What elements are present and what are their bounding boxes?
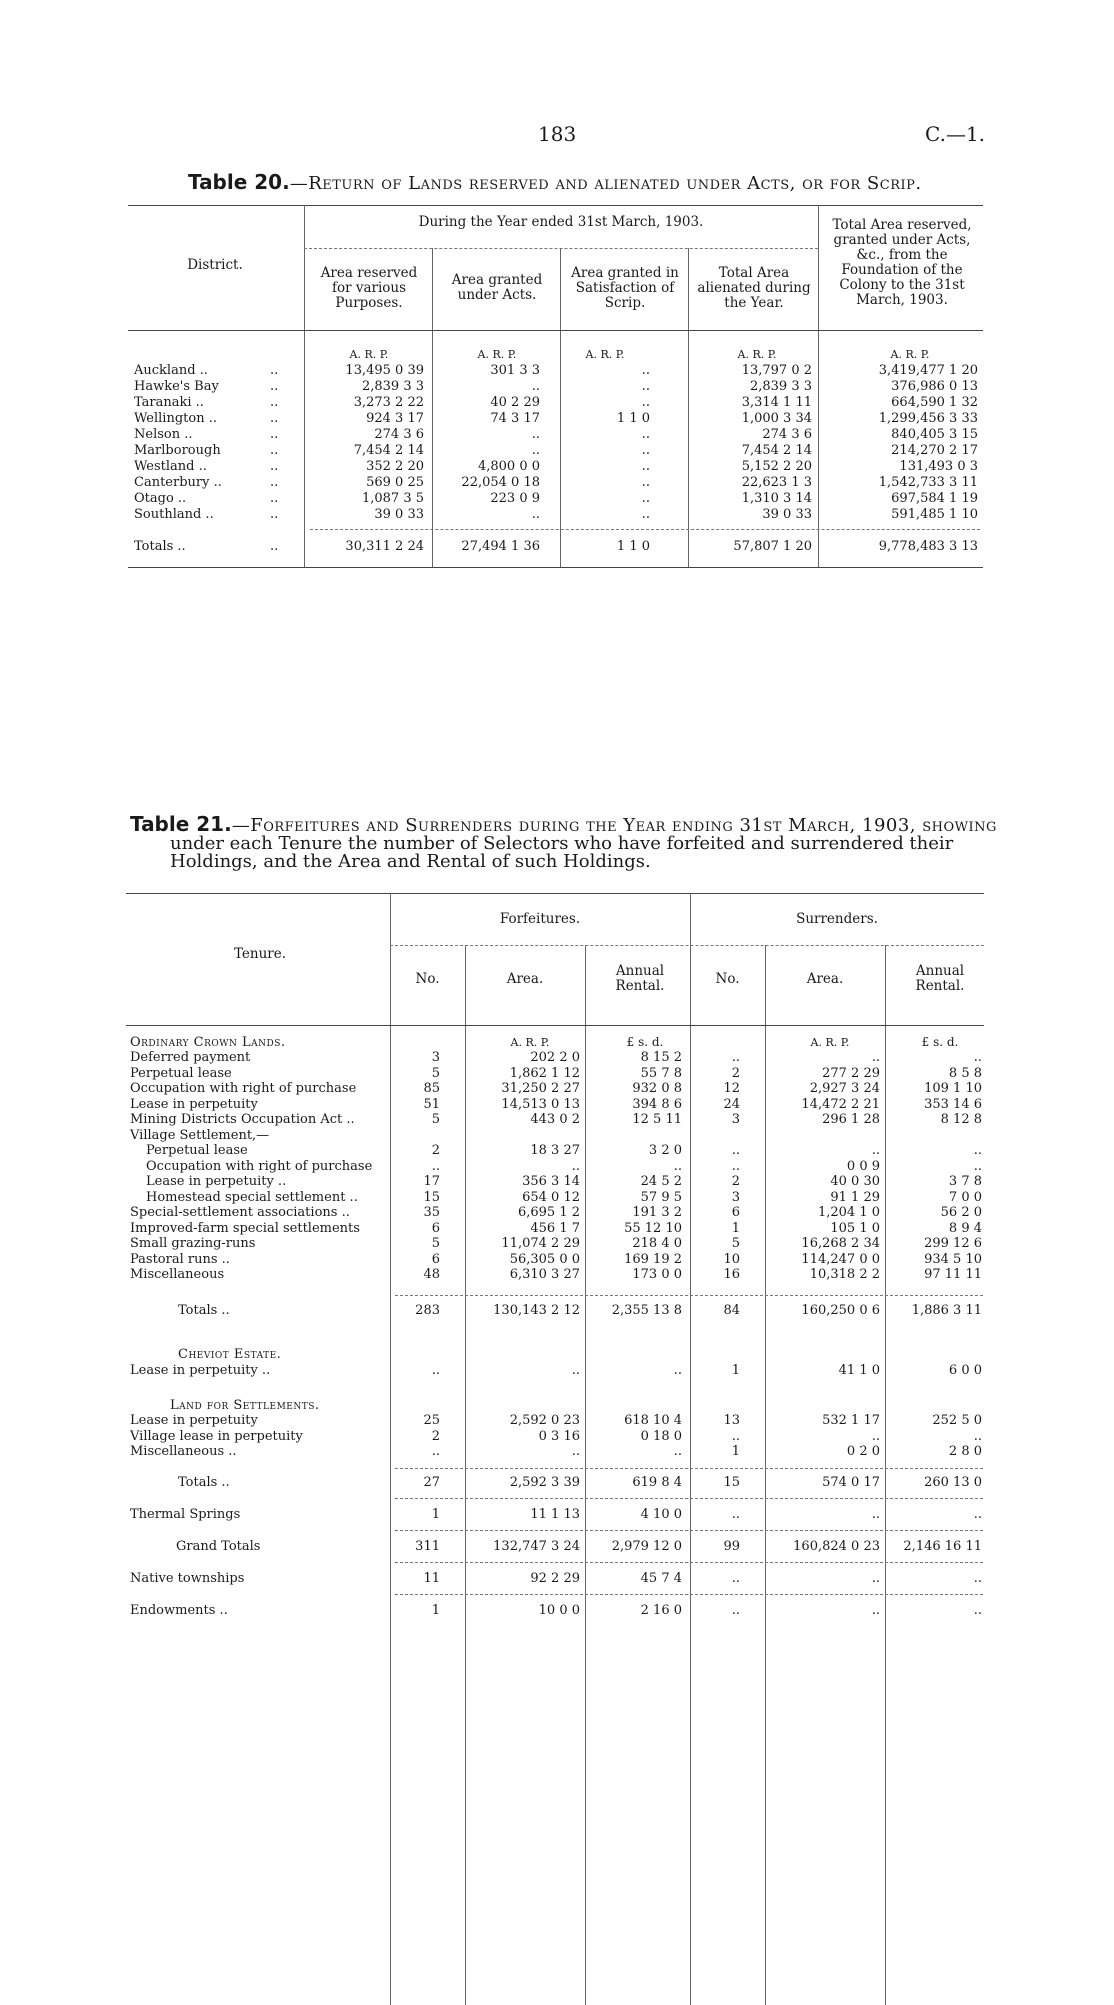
t21-row-10-tenure: Special-settlement associations .. xyxy=(130,1205,350,1220)
t20-header-reserved: Area reserved for various Purposes. xyxy=(320,265,418,311)
t21-settlement-1-f_no: 2 xyxy=(431,1428,440,1444)
t21-endowments-f_rent: 2 16 0 xyxy=(640,1603,682,1618)
t21-row-8-f_no: 17 xyxy=(423,1174,440,1189)
t20-row-2-reserved: 3,273 2 22 xyxy=(353,395,424,410)
t20-row-2-leader: .. xyxy=(270,395,279,410)
t20-header-district: District. xyxy=(187,257,243,273)
t20-row-4-reserved: 274 3 6 xyxy=(374,427,424,442)
t21-row-0-s_area: .. xyxy=(871,1050,880,1065)
table21-label: Table 21. xyxy=(130,812,232,836)
t20-row-3-alienated: 1,000 3 34 xyxy=(741,411,812,426)
t20-totals-alienated: 57,807 1 20 xyxy=(733,539,812,554)
t21-totals2-s_rent: 260 13 0 xyxy=(924,1475,982,1490)
table20-caption: —Return of Lands reserved and alienated under Acts, or for Scrip. xyxy=(289,173,922,194)
t21-row-2-tenure: Occupation with right of purchase xyxy=(130,1081,357,1096)
t21-row-3-s_area: 14,472 2 21 xyxy=(801,1096,880,1112)
t21-header-f-no: No. xyxy=(415,971,440,987)
t20-row-0-granted: 301 3 3 xyxy=(490,363,540,378)
t21-thermal-s_rent: .. xyxy=(973,1507,982,1522)
t21-row-8-tenure: Lease in perpetuity .. xyxy=(146,1174,287,1189)
t21-totals1-s_no: 84 xyxy=(723,1303,740,1318)
t21-row-9-s_rent: 7 0 0 xyxy=(948,1189,982,1205)
t21-row-4-f_area: 443 0 2 xyxy=(530,1112,580,1127)
t20-row-7-leader: .. xyxy=(270,475,279,490)
t21-totals2-s_no: 15 xyxy=(723,1475,740,1490)
t21-thermal-f_area: 11 1 13 xyxy=(530,1507,580,1522)
t20-row-3-leader: .. xyxy=(270,411,279,426)
t21-header-s-rental: Annual Rental. xyxy=(915,963,965,994)
t21-settlement-1-s_rent: .. xyxy=(973,1428,982,1444)
t20-row-7-granted: 22,054 0 18 xyxy=(461,475,540,490)
t21-thermal-f_rent: 4 10 0 xyxy=(640,1507,682,1522)
t20-row-6-district: Westland .. xyxy=(134,459,207,474)
t21-row-12-s_no: 5 xyxy=(731,1236,740,1251)
t20-header-total: Total Area reserved, granted under Acts, &c., from the Foundation of the Colony to the 31st March, 1903. xyxy=(832,217,972,308)
t21-thermal-tenure: Thermal Springs xyxy=(130,1507,241,1522)
t21-totals1-f_no: 283 xyxy=(415,1303,440,1318)
t21-endowments-s_no: .. xyxy=(731,1603,740,1618)
t21-row-6-f_rent: 3 2 0 xyxy=(648,1143,682,1158)
t20-row-6-scrip: .. xyxy=(641,459,650,474)
t21-row-2-f_rent: 932 0 8 xyxy=(632,1081,682,1096)
row-separator xyxy=(395,1594,983,1595)
t21-row-6-f_area: 18 3 27 xyxy=(530,1143,580,1158)
table20-title xyxy=(188,170,922,194)
t21-totals1-tenure: Totals .. xyxy=(178,1303,230,1318)
t21-settlement-0-s_area: 532 1 17 xyxy=(822,1413,880,1428)
t21-totals2-f_no: 27 xyxy=(423,1475,440,1490)
t21-row-9-s_no: 3 xyxy=(731,1189,740,1205)
t21-row-7-f_rent: .. xyxy=(673,1158,682,1174)
t20-row-9-reserved: 39 0 33 xyxy=(374,507,424,522)
t21-row-7-tenure: Occupation with right of purchase xyxy=(146,1158,373,1174)
t21-settlement-0-tenure: Lease in perpetuity xyxy=(130,1413,258,1428)
t20-row-9-alienated: 39 0 33 xyxy=(762,507,812,522)
t21-header-tenure: Tenure. xyxy=(233,946,287,962)
t21-settlement-2-s_rent: 2 8 0 xyxy=(948,1444,982,1459)
t21-settlement-2-f_no: .. xyxy=(431,1444,440,1459)
t20-row-7-scrip: .. xyxy=(641,475,650,490)
t21-row-11-s_rent: 8 9 4 xyxy=(948,1220,982,1236)
t21-grand-tenure: Grand Totals xyxy=(176,1539,261,1554)
t21-cheviot-tenure: Lease in perpetuity .. xyxy=(130,1363,271,1378)
t21-row-13-f_no: 6 xyxy=(431,1251,440,1267)
t21-row-4-s_area: 296 1 28 xyxy=(822,1112,880,1127)
t21-grand-s_area: 160,824 0 23 xyxy=(793,1539,880,1554)
t21-row-3-f_no: 51 xyxy=(423,1096,440,1112)
t20-row-3-reserved: 924 3 17 xyxy=(366,411,424,426)
t21-row-9-f_rent: 57 9 5 xyxy=(640,1189,682,1205)
t20-row-4-granted: .. xyxy=(531,427,540,442)
t20-row-9-granted: .. xyxy=(531,507,540,522)
t21-header-s-area: Area. xyxy=(806,971,844,987)
t21-grand-f_area: 132,747 3 24 xyxy=(493,1539,580,1554)
t21-native-s_no: .. xyxy=(731,1571,740,1586)
t21-section-ordinary: Ordinary Crown Lands. xyxy=(130,1035,286,1050)
t20-row-2-alienated: 3,314 1 11 xyxy=(741,395,812,410)
t21-totals1-s_rent: 1,886 3 11 xyxy=(911,1303,982,1318)
t20-row-2-district: Taranaki .. xyxy=(134,395,204,410)
t21-grand-f_no: 311 xyxy=(415,1539,440,1554)
t20-totals-reserved: 30,311 2 24 xyxy=(345,539,424,554)
t21-grand-s_rent: 2,146 16 11 xyxy=(903,1539,982,1554)
t20-row-9-total: 591,485 1 10 xyxy=(891,507,978,522)
row-separator xyxy=(395,1295,983,1296)
t21-row-3-s_no: 24 xyxy=(723,1096,740,1112)
t21-row-3-s_rent: 353 14 6 xyxy=(924,1096,982,1112)
t21-row-10-s_rent: 56 2 0 xyxy=(940,1205,982,1220)
t21-row-13-s_no: 10 xyxy=(723,1251,740,1267)
t21-settlement-1-s_no: .. xyxy=(731,1428,740,1444)
t21-row-6-tenure: Perpetual lease xyxy=(146,1143,248,1158)
t21-row-13-f_area: 56,305 0 0 xyxy=(509,1251,580,1267)
t21-thermal-f_no: 1 xyxy=(431,1507,440,1522)
t20-row-5-reserved: 7,454 2 14 xyxy=(353,443,424,458)
t21-row-12-f_area: 11,074 2 29 xyxy=(501,1236,580,1251)
t21-row-9-s_area: 91 1 29 xyxy=(830,1189,880,1205)
t21-row-9-tenure: Homestead special settlement .. xyxy=(146,1189,358,1205)
t21-row-1-tenure: Perpetual lease xyxy=(130,1065,232,1081)
t21-units-area: A. R. P. xyxy=(810,1036,850,1049)
t20-totals-leader: .. xyxy=(270,539,279,554)
t20-row-1-scrip: .. xyxy=(641,379,650,394)
t21-row-0-s_rent: .. xyxy=(973,1050,982,1065)
t21-units-money: £ s. d. xyxy=(626,1035,664,1049)
t20-units: A. R. P. xyxy=(477,348,517,361)
t21-row-3-f_rent: 394 8 6 xyxy=(632,1096,682,1112)
t21-native-s_area: .. xyxy=(871,1571,880,1586)
t21-row-0-tenure: Deferred payment xyxy=(130,1050,251,1065)
t21-row-3-f_area: 14,513 0 13 xyxy=(501,1096,580,1112)
t20-row-8-alienated: 1,310 3 14 xyxy=(741,491,812,506)
t20-units: A. R. P. xyxy=(349,348,389,361)
t21-row-0-f_rent: 8 15 2 xyxy=(640,1050,682,1065)
t20-row-1-granted: .. xyxy=(531,379,540,394)
t20-row-8-district: Otago .. xyxy=(134,491,187,506)
t20-row-0-total: 3,419,477 1 20 xyxy=(878,363,978,378)
t20-row-1-district: Hawke's Bay xyxy=(134,379,219,394)
t20-row-1-leader: .. xyxy=(270,379,279,394)
t21-row-9-f_area: 654 0 12 xyxy=(522,1189,580,1205)
t21-cheviot-f_no: .. xyxy=(431,1363,440,1378)
t21-cheviot-f_area: .. xyxy=(571,1363,580,1378)
t20-row-0-district: Auckland .. xyxy=(134,363,208,378)
table21-caption-2: under each Tenure the number of Selectors who have forfeited and surrendered their xyxy=(170,833,954,854)
t20-totals-total: 9,778,483 3 13 xyxy=(878,539,978,554)
t21-grand-f_rent: 2,979 12 0 xyxy=(611,1539,682,1554)
t21-row-14-f_area: 6,310 3 27 xyxy=(509,1267,580,1282)
t21-endowments-f_no: 1 xyxy=(431,1603,440,1618)
t20-row-6-granted: 4,800 0 0 xyxy=(477,459,540,474)
t21-row-11-f_no: 6 xyxy=(431,1220,440,1236)
t21-settlement-2-s_no: 1 xyxy=(731,1444,740,1459)
t21-row-0-s_no: .. xyxy=(731,1050,740,1065)
t21-row-7-s_area: 0 0 9 xyxy=(846,1158,880,1174)
t21-settlement-0-s_no: 13 xyxy=(723,1413,740,1428)
t20-units: A. R. P. xyxy=(737,348,777,361)
t20-row-5-district: Marlborough xyxy=(134,443,221,458)
t20-totals-scrip: 1 1 0 xyxy=(616,539,650,554)
t21-settlement-2-s_area: 0 2 0 xyxy=(846,1444,880,1459)
t21-row-8-f_area: 356 3 14 xyxy=(522,1174,580,1189)
t21-row-9-f_no: 15 xyxy=(423,1189,440,1205)
t20-row-6-alienated: 5,152 2 20 xyxy=(741,459,812,474)
t20-units: A. R. P. xyxy=(585,348,625,361)
t21-endowments-f_area: 10 0 0 xyxy=(538,1603,580,1618)
t21-row-11-tenure: Improved-farm special settlements xyxy=(130,1220,360,1236)
t21-row-2-s_area: 2,927 3 24 xyxy=(809,1081,880,1096)
t21-native-f_no: 11 xyxy=(423,1571,440,1586)
t20-row-7-reserved: 569 0 25 xyxy=(366,475,424,490)
t21-row-11-f_area: 456 1 7 xyxy=(530,1220,580,1236)
t21-row-7-f_no: .. xyxy=(431,1158,440,1174)
t21-row-10-s_no: 6 xyxy=(731,1205,740,1220)
t20-row-4-leader: .. xyxy=(270,427,279,442)
t21-cheviot-s_no: 1 xyxy=(731,1363,740,1378)
t20-header-granted: Area granted under Acts. xyxy=(451,272,543,303)
t21-row-4-f_no: 5 xyxy=(431,1112,440,1127)
t21-settlement-2-tenure: Miscellaneous .. xyxy=(130,1444,237,1459)
t21-row-12-s_area: 16,268 2 34 xyxy=(801,1236,880,1251)
t20-row-0-alienated: 13,797 0 2 xyxy=(741,363,812,378)
t21-row-2-s_no: 12 xyxy=(723,1081,740,1096)
t21-row-10-f_no: 35 xyxy=(423,1205,440,1220)
row-separator xyxy=(395,1562,983,1563)
t21-cheviot-s_rent: 6 0 0 xyxy=(948,1363,982,1378)
page-number: 183 xyxy=(538,122,577,146)
t20-row-5-alienated: 7,454 2 14 xyxy=(741,443,812,458)
t21-thermal-s_area: .. xyxy=(871,1507,880,1522)
t21-row-1-f_area: 1,862 1 12 xyxy=(509,1065,580,1081)
t21-totals1-s_area: 160,250 0 6 xyxy=(801,1303,880,1318)
t21-row-14-f_no: 48 xyxy=(423,1267,440,1282)
t20-row-7-district: Canterbury .. xyxy=(134,475,222,490)
t20-row-0-scrip: .. xyxy=(641,363,650,378)
t20-row-5-total: 214,270 2 17 xyxy=(891,443,978,458)
t21-cheviot-s_area: 41 1 0 xyxy=(838,1363,880,1378)
t21-native-tenure: Native townships xyxy=(130,1571,245,1586)
t21-header-forfeitures: Forfeitures. xyxy=(499,911,581,927)
t21-row-7-f_area: .. xyxy=(571,1158,580,1174)
t20-row-8-total: 697,584 1 19 xyxy=(891,491,978,506)
t21-row-14-s_area: 10,318 2 2 xyxy=(809,1267,880,1282)
t21-settlement-0-f_no: 25 xyxy=(423,1413,440,1428)
t21-row-14-f_rent: 173 0 0 xyxy=(632,1267,682,1282)
t20-row-8-leader: .. xyxy=(270,491,279,506)
t20-row-0-leader: .. xyxy=(270,363,279,378)
t21-totals2-tenure: Totals .. xyxy=(178,1475,230,1490)
t21-settlement-1-f_area: 0 3 16 xyxy=(538,1428,580,1444)
t20-header-alienated: Total Area alienated during the Year. xyxy=(697,265,811,311)
t21-row-10-f_area: 6,695 1 2 xyxy=(517,1205,580,1220)
t21-totals2-f_area: 2,592 3 39 xyxy=(509,1475,580,1490)
t21-units-money: £ s. d. xyxy=(921,1035,959,1049)
t21-row-12-f_no: 5 xyxy=(431,1236,440,1251)
t21-row-14-s_rent: 97 11 11 xyxy=(924,1267,982,1282)
t21-row-10-f_rent: 191 3 2 xyxy=(632,1205,682,1220)
t20-row-9-leader: .. xyxy=(270,507,279,522)
t21-native-f_area: 92 2 29 xyxy=(530,1571,580,1586)
t21-row-13-tenure: Pastoral runs .. xyxy=(130,1251,230,1267)
t21-header-surrenders: Surrenders. xyxy=(796,911,878,927)
row-separator xyxy=(395,1498,983,1499)
t21-settlement-1-tenure: Village lease in perpetuity xyxy=(130,1428,303,1444)
t20-row-3-total: 1,299,456 3 33 xyxy=(878,411,978,426)
t21-row-0-f_no: 3 xyxy=(431,1050,440,1065)
t21-row-5-tenure: Village Settlement,— xyxy=(130,1127,270,1143)
t21-row-4-f_rent: 12 5 11 xyxy=(632,1112,682,1127)
t20-row-2-total: 664,590 1 32 xyxy=(891,395,978,410)
t21-row-6-s_rent: .. xyxy=(973,1143,982,1158)
t21-row-6-f_no: 2 xyxy=(431,1143,440,1158)
t21-settlement-2-f_rent: .. xyxy=(673,1444,682,1459)
t21-row-6-s_no: .. xyxy=(731,1143,740,1158)
t21-settlement-0-f_area: 2,592 0 23 xyxy=(509,1413,580,1428)
t21-endowments-s_area: .. xyxy=(871,1603,880,1618)
t20-totals-district: Totals .. xyxy=(134,539,186,554)
t20-row-5-leader: .. xyxy=(270,443,279,458)
t21-row-1-s_area: 277 2 29 xyxy=(822,1065,880,1081)
t21-row-8-s_rent: 3 7 8 xyxy=(948,1174,982,1189)
t21-row-7-s_no: .. xyxy=(731,1158,740,1174)
t20-row-3-granted: 74 3 17 xyxy=(490,411,540,426)
t20-row-5-scrip: .. xyxy=(641,443,650,458)
t20-row-1-total: 376,986 0 13 xyxy=(891,379,978,394)
t21-totals2-s_area: 574 0 17 xyxy=(822,1475,880,1490)
t21-row-11-s_area: 105 1 0 xyxy=(830,1220,880,1236)
t20-totals-granted: 27,494 1 36 xyxy=(461,539,540,554)
t20-row-6-total: 131,493 0 3 xyxy=(899,459,978,474)
t21-row-10-s_area: 1,204 1 0 xyxy=(817,1205,880,1220)
t21-row-8-s_area: 40 0 30 xyxy=(830,1174,880,1189)
t21-settlement-0-f_rent: 618 10 4 xyxy=(624,1413,682,1428)
t21-native-s_rent: .. xyxy=(973,1571,982,1586)
t21-row-1-s_no: 2 xyxy=(731,1065,740,1081)
t20-row-9-district: Southland .. xyxy=(134,507,214,522)
t21-row-11-f_rent: 55 12 10 xyxy=(624,1220,682,1236)
t21-row-1-s_rent: 8 5 8 xyxy=(948,1065,982,1081)
t21-header-f-area: Area. xyxy=(506,971,544,987)
t21-endowments-s_rent: .. xyxy=(973,1603,982,1618)
t21-totals1-f_area: 130,143 2 12 xyxy=(493,1303,580,1318)
t21-section-settlements: Land for Settlements. xyxy=(170,1398,320,1413)
t20-row-7-alienated: 22,623 1 3 xyxy=(741,475,812,490)
t21-row-1-f_no: 5 xyxy=(431,1065,440,1081)
t21-row-4-s_no: 3 xyxy=(731,1112,740,1127)
t20-row-3-scrip: 1 1 0 xyxy=(616,411,650,426)
t20-row-2-granted: 40 2 29 xyxy=(490,395,540,410)
t21-settlement-2-f_area: .. xyxy=(571,1444,580,1459)
t21-section-cheviot: Cheviot Estate. xyxy=(178,1347,282,1362)
t21-row-12-s_rent: 299 12 6 xyxy=(924,1236,982,1251)
t21-row-1-f_rent: 55 7 8 xyxy=(640,1065,682,1081)
t20-row-8-granted: 223 0 9 xyxy=(490,491,540,506)
t20-row-1-reserved: 2,839 3 3 xyxy=(361,379,424,394)
t20-row-8-scrip: .. xyxy=(641,491,650,506)
t20-row-4-total: 840,405 3 15 xyxy=(891,427,978,442)
t20-row-2-scrip: .. xyxy=(641,395,650,410)
row-separator xyxy=(395,1530,983,1531)
t20-row-7-total: 1,542,733 3 11 xyxy=(878,475,978,490)
t21-row-12-f_rent: 218 4 0 xyxy=(632,1236,682,1251)
t21-units-area: A. R. P. xyxy=(510,1036,550,1049)
t20-row-4-alienated: 274 3 6 xyxy=(762,427,812,442)
t21-header-f-rental: Annual Rental. xyxy=(615,963,665,994)
table21-caption-1: —Forfeitures and Surrenders during the Year ending 31st March, 1903, showing xyxy=(231,815,997,836)
t21-grand-s_no: 99 xyxy=(723,1539,740,1554)
t21-row-12-tenure: Small grazing-runs xyxy=(130,1236,256,1251)
t20-row-4-district: Nelson .. xyxy=(134,427,193,442)
t21-row-4-s_rent: 8 12 8 xyxy=(940,1112,982,1127)
t21-row-6-s_area: .. xyxy=(871,1143,880,1158)
t21-row-8-f_rent: 24 5 2 xyxy=(640,1174,682,1189)
t21-row-11-s_no: 1 xyxy=(731,1220,740,1236)
t20-row-8-reserved: 1,087 3 5 xyxy=(361,491,424,506)
t21-totals2-f_rent: 619 8 4 xyxy=(632,1475,682,1490)
t21-row-13-s_rent: 934 5 10 xyxy=(924,1251,982,1267)
t20-row-4-scrip: .. xyxy=(641,427,650,442)
t20-row-6-leader: .. xyxy=(270,459,279,474)
t21-native-f_rent: 45 7 4 xyxy=(640,1571,682,1586)
t20-header-scrip: Area granted in Satisfaction of Scrip. xyxy=(571,265,679,311)
t20-row-9-scrip: .. xyxy=(641,507,650,522)
t21-settlement-1-f_rent: 0 18 0 xyxy=(640,1428,682,1444)
page-code: C.—1. xyxy=(925,122,986,146)
t21-row-7-s_rent: .. xyxy=(973,1158,982,1174)
t21-row-13-f_rent: 169 19 2 xyxy=(624,1251,682,1267)
t21-row-3-tenure: Lease in perpetuity xyxy=(130,1096,258,1112)
t21-totals1-f_rent: 2,355 13 8 xyxy=(611,1303,682,1318)
t21-row-14-s_no: 16 xyxy=(723,1267,740,1282)
t21-settlement-0-s_rent: 252 5 0 xyxy=(932,1413,982,1428)
t21-row-13-s_area: 114,247 0 0 xyxy=(801,1251,880,1267)
t20-row-3-district: Wellington .. xyxy=(134,411,217,426)
row-separator xyxy=(395,1468,983,1469)
t21-row-14-tenure: Miscellaneous xyxy=(130,1267,225,1282)
t20-row-0-reserved: 13,495 0 39 xyxy=(345,363,424,378)
t21-endowments-tenure: Endowments .. xyxy=(130,1603,228,1618)
t20-row-1-alienated: 2,839 3 3 xyxy=(749,379,812,394)
table21-caption-3: Holdings, and the Area and Rental of such Holdings. xyxy=(170,851,651,872)
t21-settlement-1-s_area: .. xyxy=(871,1428,880,1444)
table20-label: Table 20. xyxy=(188,170,290,194)
t21-row-8-s_no: 2 xyxy=(731,1174,740,1189)
t21-thermal-s_no: .. xyxy=(731,1507,740,1522)
t21-cheviot-f_rent: .. xyxy=(673,1363,682,1378)
t20-units: A. R. P. xyxy=(890,348,930,361)
t21-row-4-tenure: Mining Districts Occupation Act .. xyxy=(130,1112,355,1127)
table21-title xyxy=(130,812,997,872)
t20-header-during: During the Year ended 31st March, 1903. xyxy=(418,214,704,230)
t20-row-6-reserved: 352 2 20 xyxy=(366,459,424,474)
t21-row-2-f_no: 85 xyxy=(423,1081,440,1096)
t21-row-2-f_area: 31,250 2 27 xyxy=(501,1081,580,1096)
t21-row-2-s_rent: 109 1 10 xyxy=(924,1081,982,1096)
t21-header-s-no: No. xyxy=(715,971,740,987)
t21-row-0-f_area: 202 2 0 xyxy=(530,1050,580,1065)
t20-row-5-granted: .. xyxy=(531,443,540,458)
